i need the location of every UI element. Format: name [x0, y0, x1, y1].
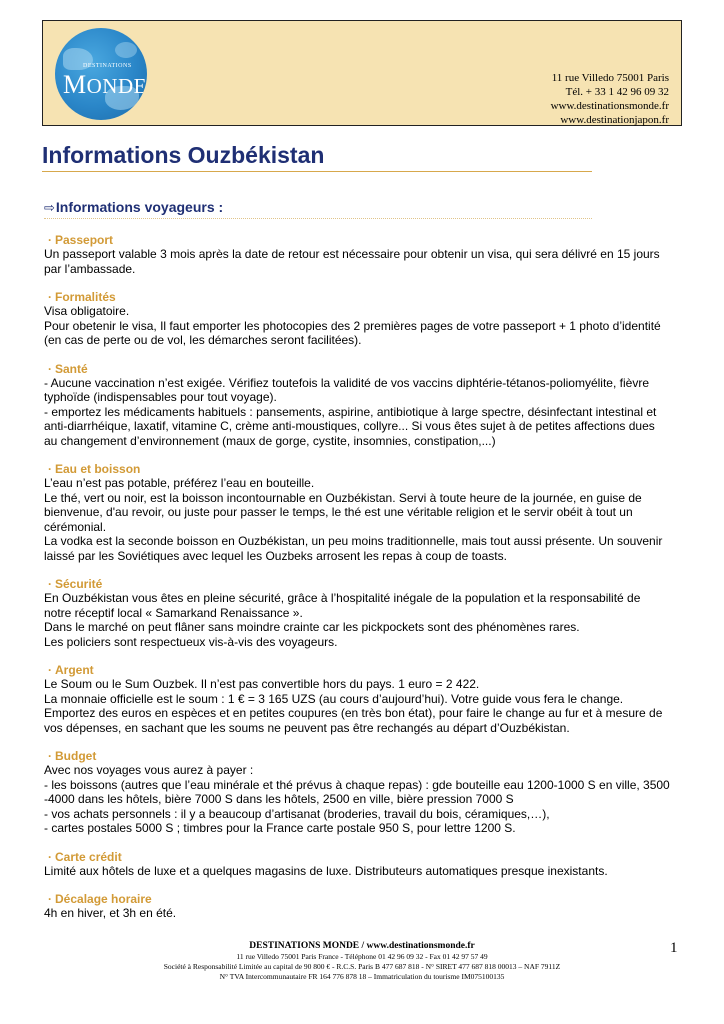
info-text-line: cérémonial. — [44, 519, 107, 534]
info-item-title-text: Décalage horaire — [55, 892, 152, 906]
info-text-line: par l’ambassade. — [44, 261, 136, 276]
section-rule — [44, 218, 592, 219]
info-item-title — [44, 462, 684, 476]
info-item — [44, 290, 684, 348]
footer-line: 11 rue Villedo 75001 Paris France - Téléphone 01 42 96 09 32 - Fax 01 42 97 57 49 — [236, 952, 488, 961]
info-text-line: Emportez des euros en espèces et en petites coupures (en très bon état), pour faire le change au fur et à mesure de — [44, 706, 663, 720]
info-text-line: La vodka est la seconde boisson en Ouzbékistan, un peu moins traditionnelle, mais tout aussi présente. Un souvenir — [44, 534, 663, 548]
info-text-line: Le Soum ou le Sum Ouzbek. Il n’est pas convertible hors du pays. 1 euro = 2 422. — [44, 677, 480, 691]
info-item-title-text: Carte crédit — [55, 849, 122, 864]
info-item-title — [44, 892, 684, 906]
bullet-icon: · — [48, 663, 52, 677]
info-text-line: L’eau n’est pas potable, préférez l’eau en bouteille. — [44, 476, 315, 490]
logo-big-text — [63, 70, 147, 100]
info-item-title-text: Eau et boisson — [55, 462, 141, 476]
info-text-line: En Ouzbékistan vous êtes en pleine sécurité, grâce à l’hospitalité inégale de la population et la responsabilité de — [44, 591, 641, 605]
bullet-icon: · — [48, 849, 52, 864]
logo-rest: ONDE — [86, 74, 147, 98]
phone-line: Tél. + 33 1 42 96 09 32 — [565, 86, 669, 98]
info-item-title — [44, 850, 684, 864]
info-item — [44, 362, 684, 449]
info-text-line: - Aucune vaccination n’est exigée. Vérifiez toutefois la validité de vos vaccins diphtérie-tétanos-poliomyélite, fièvre — [44, 375, 649, 390]
info-item — [44, 850, 684, 879]
info-item-title-text: Sécurité — [55, 577, 103, 591]
bullet-icon: · — [48, 462, 52, 476]
info-item-title-text: Santé — [55, 361, 88, 376]
arrow-right-icon: ⇨ — [44, 200, 55, 215]
footer-line: N° TVA Intercommunautaire FR 164 776 878 18 – Immatriculation du tourisme IM075100135 — [219, 972, 505, 981]
info-item — [44, 749, 684, 836]
info-item — [44, 462, 684, 563]
page-title: Informations Ouzbékistan — [42, 142, 325, 168]
info-text-line: Avec nos voyages vous aurez à payer : — [44, 763, 254, 777]
footer-line: Société à Responsabilité Limitée au capital de 90 800 € - R.C.S. Paris B 477 687 818 - N° SIRET 477 687 818 00013 – NAF 7911Z — [163, 962, 561, 971]
info-items — [44, 233, 684, 935]
footer — [0, 940, 724, 982]
bullet-icon: · — [48, 749, 52, 763]
website-link[interactable]: www.destinationsmonde.fr — [550, 100, 669, 112]
bullet-icon: · — [48, 577, 52, 591]
info-text-line: (en cas de perte ou de vol, les démarches seront facilitées). — [44, 333, 362, 347]
info-text-line: - vos achats personnels : il y a beaucoup d’artisanat (broderies, travail du bois, céramiques,…), — [44, 806, 550, 821]
address-line: 11 rue Villedo 75001 Paris — [551, 72, 669, 84]
info-item-title-text: Formalités — [55, 290, 116, 304]
page-number: 1 — [670, 940, 678, 956]
bullet-icon: · — [48, 361, 52, 376]
info-text-line: 4h en hiver, et 3h en été. — [44, 906, 177, 920]
info-text-line: typhoïde (indispensables pour tout voyage). — [44, 390, 277, 404]
info-text-line: Dans le marché on peut flâner sans moindre crainte car les pickpockets sont des phénomènes rares. — [44, 620, 580, 634]
info-item-title — [44, 233, 684, 247]
title-rule — [42, 171, 592, 172]
info-text-line: notre réceptif local « Samarkand Renaissance ». — [44, 605, 303, 620]
info-text-line: -4000 dans les hôtels, bière 7000 S dans les hôtels, 2500 en ville, bière pression 7000 S — [44, 792, 514, 806]
info-text-line: vos dépenses, en sachant que les soums ne peuvent pas être rechangés au départ d’Ouzbékistan. — [44, 720, 570, 735]
info-item-title-text: Budget — [55, 749, 97, 763]
info-item-title — [44, 290, 684, 304]
info-text-line: - les boissons (autres que l’eau minérale et thé prévus à chaque repas) : gde bouteille eau 1200-1000 S en ville, 3500 — [44, 777, 670, 792]
info-item-title — [44, 362, 684, 376]
info-item-title-text: Passeport — [55, 233, 114, 247]
section-heading — [44, 199, 223, 216]
info-text-line: Limité aux hôtels de luxe et a quelques magasins de luxe. Distributeurs automatiques presque inexistants. — [44, 863, 608, 878]
info-text-line: Visa obligatoire. — [44, 304, 130, 318]
info-text-line: Pour obetenir le visa, Il faut emporter les photocopies des 2 premières pages de votre passeport + 1 photo d’identité — [44, 318, 661, 333]
info-text-line: bienvenue, d'au revoir, ou juste pour passer le temps, le thé est une véritable religion et le servir obéit à tout un — [44, 505, 633, 519]
section-heading-text: Informations voyageurs : — [55, 199, 224, 215]
bullet-icon: · — [48, 290, 52, 304]
logo-cap: M — [63, 70, 87, 99]
info-text-line: au changement d’environnement (maux de gorge, cystite, insomnies, constipation,...) — [44, 433, 496, 448]
logo-small-text: DESTINATIONS — [83, 63, 132, 69]
bullet-icon: · — [48, 892, 52, 906]
info-item — [44, 892, 684, 921]
info-text-line: - emportez les médicaments habituels : pansements, aspirine, antibiotique à large spectre, désinfectant intestinal et — [44, 404, 657, 419]
info-item-title — [44, 577, 684, 591]
destinations-monde-logo — [55, 28, 147, 120]
info-item-title — [44, 749, 684, 763]
header-box — [42, 20, 682, 126]
info-text-line: Un passeport valable 3 mois après la date de retour est nécessaire pour obtenir un visa, qui sera délivré en 15 jours — [44, 247, 660, 261]
website-link[interactable]: www.destinationjapon.fr — [560, 114, 669, 126]
info-item-title-text: Argent — [55, 663, 94, 677]
info-text-line: Les policiers sont respectueux vis-à-vis des voyageurs. — [44, 634, 338, 649]
info-item — [44, 233, 684, 276]
info-text-line: La monnaie officielle est le soum : 1 € = 3 165 UZS (au cours d’aujourd’hui). Votre guide vous fera le change. — [44, 691, 624, 706]
info-text-line: - cartes postales 5000 S ; timbres pour la France carte postale 950 S, pour lettre 1200 S. — [44, 821, 516, 835]
info-item — [44, 663, 684, 735]
footer-company: DESTINATIONS MONDE / www.destinationsmonde.fr — [249, 941, 475, 951]
info-text-line: Le thé, vert ou noir, est la boisson incontournable en Ouzbékistan. Servi à toute heure de la journée, en guise de — [44, 490, 642, 505]
bullet-icon: · — [48, 233, 52, 247]
address-block — [551, 71, 669, 127]
info-text-line: anti-diarrhéique, laxatif, vitamine C, crème anti-moustiques, collyre... Si vous êtes sujet à de petites affections dues — [44, 419, 655, 433]
info-item-title — [44, 663, 684, 677]
info-text-line: laissé par les Soviétiques avec lequel les Ouzbeks arrosent les repas à coup de toasts. — [44, 548, 507, 563]
info-item — [44, 577, 684, 649]
